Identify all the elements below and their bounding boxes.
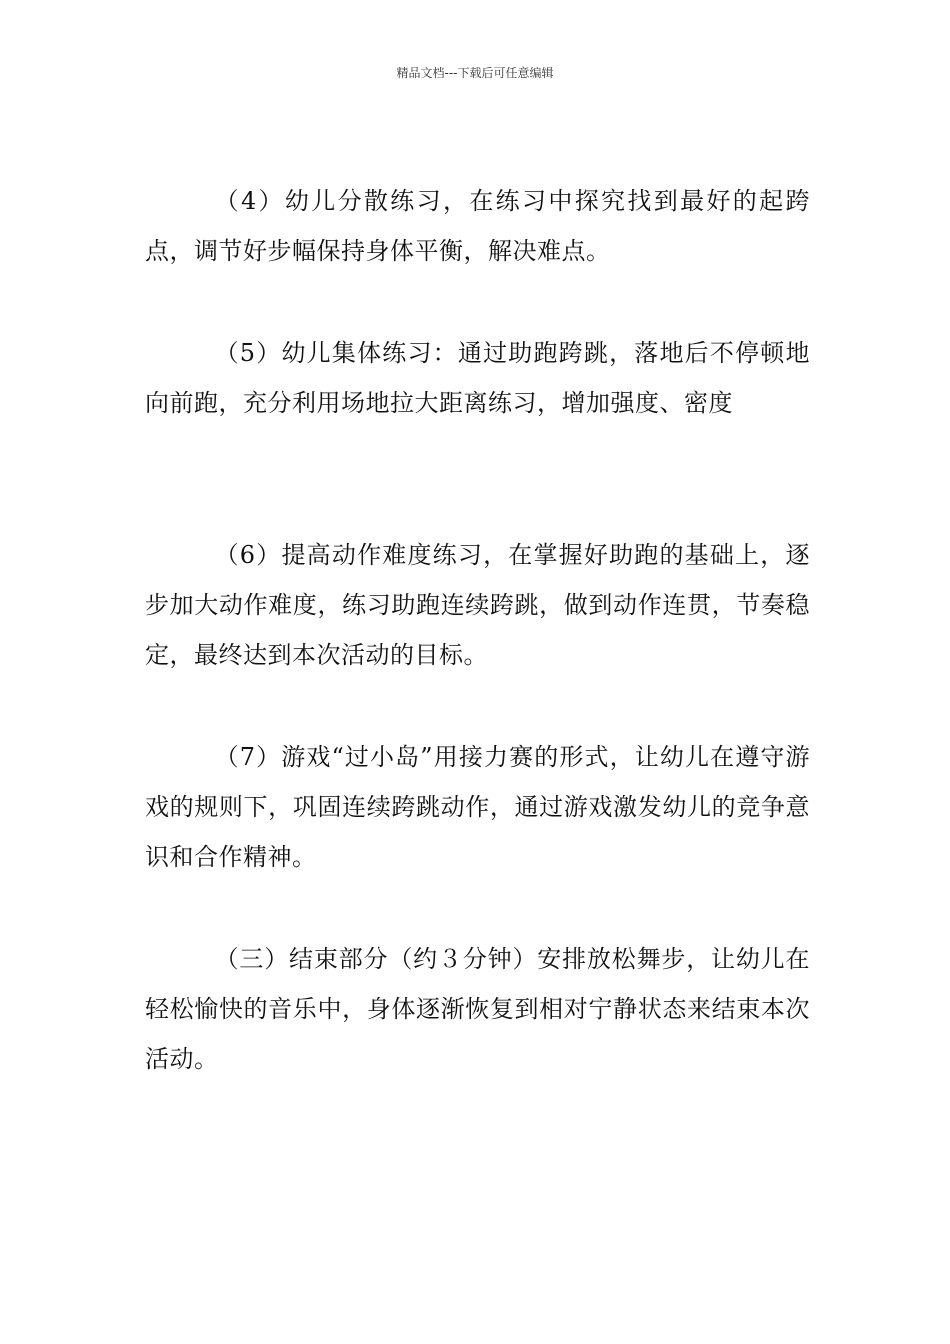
paragraph-step-7: （7）游戏“过小岛”用接力赛的形式，让幼儿在遵守游戏的规则下，巩固连续跨跳动作，通过游戏激发幼儿的竞争意识和合作精神。 <box>145 743 810 871</box>
paragraph-step-5: （5）幼儿集体练习：通过助跑跨跳，落地后不停顿地向前跑，充分利用场地拉大距离练习，增加强度、密度 <box>145 339 810 417</box>
page-header: 精品文档---下载后可任意编辑 <box>396 66 554 80</box>
paragraph-closing-section: （三）结束部分（约３分钟）安排放松舞步，让幼儿在轻松愉快的音乐中，身体逐渐恢复到相对宁静状态来结束本次活动。 <box>145 945 810 1073</box>
paragraph-step-6: （6）提高动作难度练习，在掌握好助跑的基础上，逐步加大动作难度，练习助跑连续跨跳，做到动作连贯，节奏稳定，最终达到本次活动的目标。 <box>145 541 810 669</box>
paragraph-step-4: （4）幼儿分散练习，在练习中探究找到最好的起跨点，调节好步幅保持身体平衡，解决难点。 <box>145 187 810 265</box>
document-body <box>145 176 810 1084</box>
